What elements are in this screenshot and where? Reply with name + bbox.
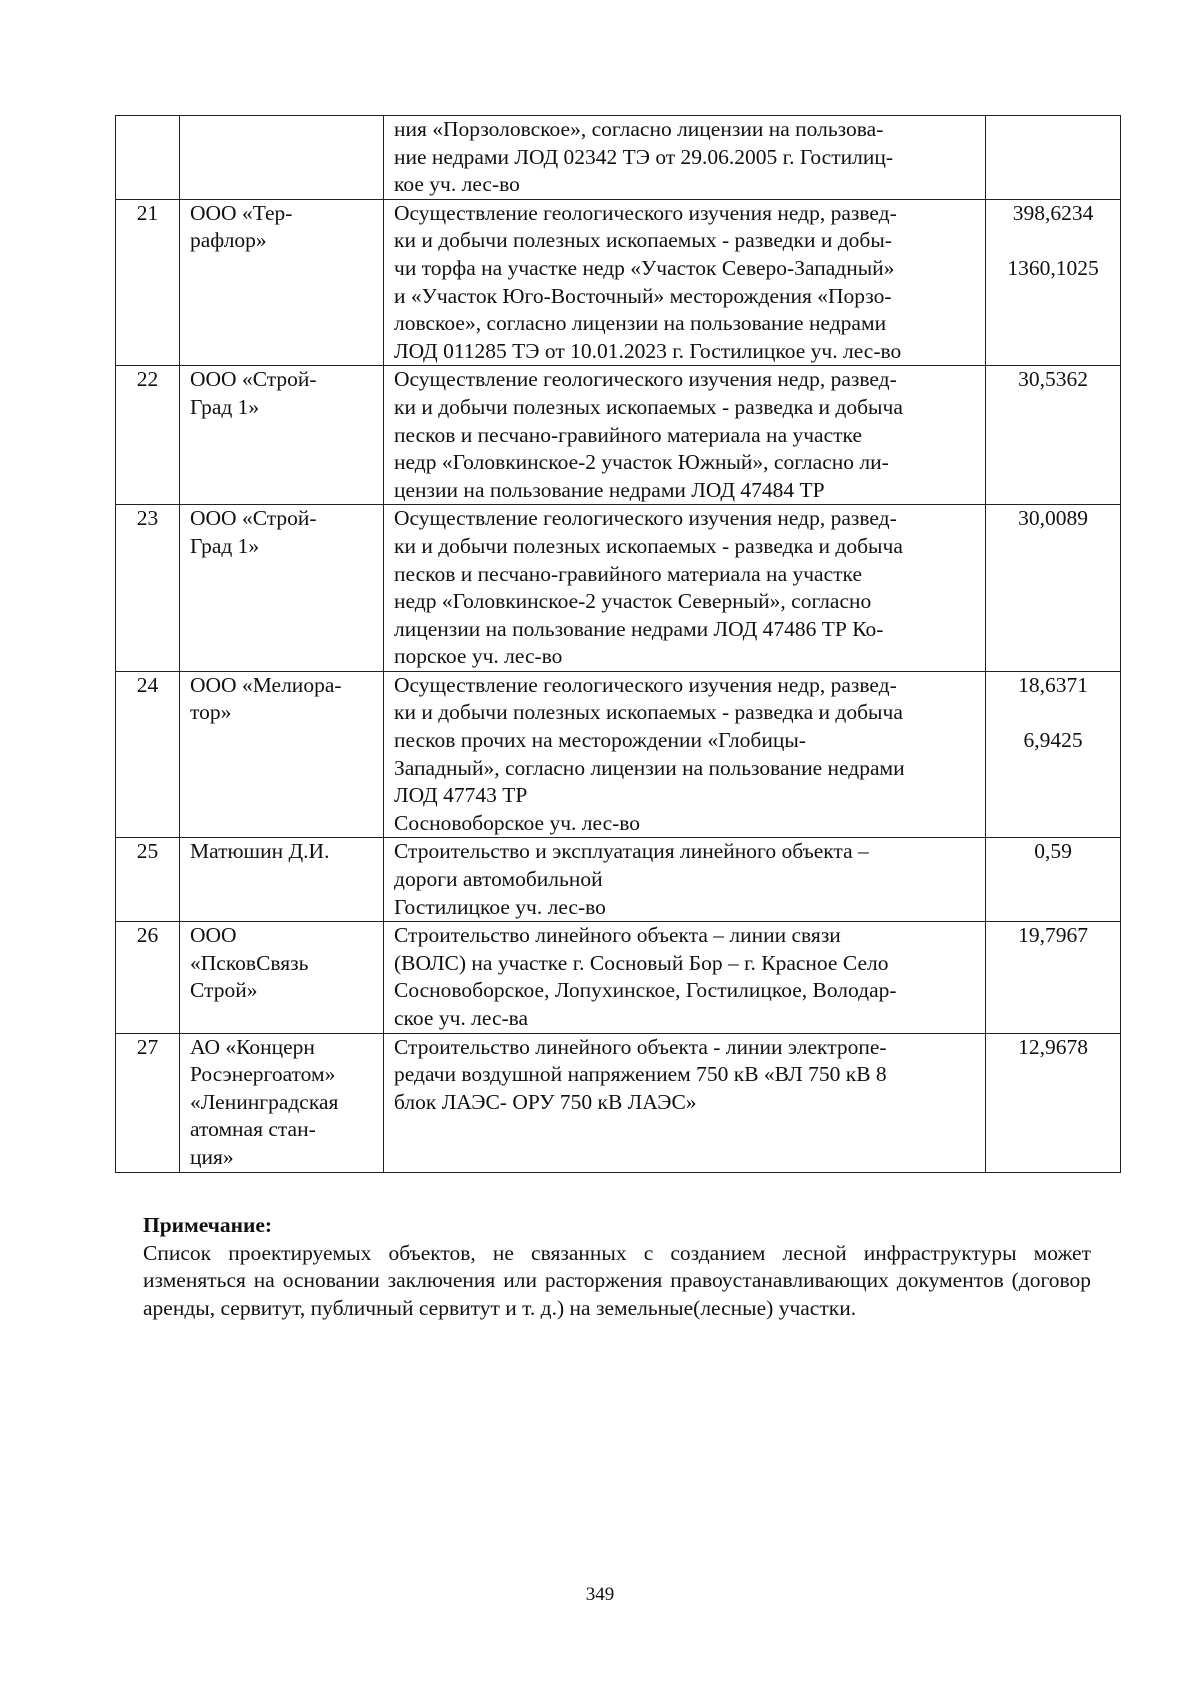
table-row bbox=[116, 505, 1121, 672]
licenses-table bbox=[115, 115, 1121, 1173]
organization-line: атомная стан- bbox=[190, 1117, 316, 1142]
area-line: 1360,1025 bbox=[1007, 255, 1099, 280]
row-number: 25 bbox=[136, 839, 159, 864]
description-line: цензии на пользование недрами ЛОД 47484 ТР bbox=[394, 477, 825, 502]
description-line: Строительство линейного объекта – линии связи bbox=[394, 923, 841, 948]
organization-line: Град 1» bbox=[190, 533, 260, 558]
row-number: 27 bbox=[136, 1034, 159, 1059]
description-line: Осуществление геологического изучения недр, развед- bbox=[394, 200, 897, 225]
description-line: Сосновоборское, Лопухинское, Гостилицкое, Володар- bbox=[394, 978, 897, 1003]
organization-line: тор» bbox=[190, 700, 232, 725]
area-line: 18,6371 bbox=[1018, 672, 1088, 697]
area-line: 30,0089 bbox=[1018, 506, 1088, 531]
description-line: (ВОЛС) на участке г. Сосновый Бор – г. Красное Село bbox=[394, 950, 889, 975]
row-number-cell bbox=[116, 671, 180, 838]
organization-cell bbox=[180, 199, 384, 366]
description-line: ловское», согласно лицензии на пользование недрами bbox=[394, 311, 887, 336]
description-line: недр «Головкинское-2 участок Южный», согласно ли- bbox=[394, 450, 889, 475]
description-cell bbox=[384, 199, 986, 366]
description-line: дороги автомобильной bbox=[394, 867, 603, 892]
row-number-cell bbox=[116, 922, 180, 1033]
description-cell bbox=[384, 116, 986, 200]
area-cell bbox=[986, 116, 1121, 200]
organization-cell bbox=[180, 366, 384, 505]
description-line: ки и добычи полезных ископаемых - разведка и добыча bbox=[394, 394, 903, 419]
description-line: ское уч. лес-ва bbox=[394, 1006, 529, 1030]
row-number: 26 bbox=[136, 923, 159, 948]
organization-line: ция» bbox=[190, 1144, 234, 1169]
table-row bbox=[116, 199, 1121, 366]
table-row bbox=[116, 366, 1121, 505]
description-line: Строительство линейного объекта - линии электропе- bbox=[394, 1034, 887, 1059]
organization-line: Строй» bbox=[190, 978, 258, 1003]
description-line: Сосновоборское уч. лес-во bbox=[394, 810, 641, 835]
description-line: Осуществление геологического изучения недр, развед- bbox=[394, 367, 897, 392]
area-line: 19,7967 bbox=[1018, 923, 1088, 948]
row-number-cell bbox=[116, 1033, 180, 1172]
area-line: 30,5362 bbox=[1018, 367, 1088, 392]
description-line: песков и песчано-гравийного материала на участке bbox=[394, 422, 862, 447]
description-line: Западный», согласно лицензии на пользование недрами bbox=[394, 755, 905, 780]
organization-cell bbox=[180, 1033, 384, 1172]
row-number: 21 bbox=[136, 200, 159, 225]
table-body bbox=[116, 116, 1121, 1173]
area-cell bbox=[986, 199, 1121, 366]
table-row bbox=[116, 922, 1121, 1033]
description-line: Строительство и эксплуатация линейного объекта – bbox=[394, 839, 869, 864]
description-cell bbox=[384, 1033, 986, 1172]
area-line: 398,6234 bbox=[1012, 200, 1094, 225]
description-cell bbox=[384, 366, 986, 505]
organization-line: ООО «Мелиора- bbox=[190, 672, 342, 697]
description-line: лицензии на пользование недрами ЛОД 47486 ТР Ко- bbox=[394, 616, 884, 641]
description-line: кое уч. лес-во bbox=[394, 172, 520, 197]
page-number: 349 bbox=[585, 1584, 615, 1605]
description-cell bbox=[384, 671, 986, 838]
organization-line: ООО «Строй- bbox=[190, 367, 317, 392]
description-line: ЛОД 47743 ТР bbox=[394, 783, 528, 808]
area-cell bbox=[986, 366, 1121, 505]
description-line: Осуществление геологического изучения недр, развед- bbox=[394, 672, 897, 697]
description-cell bbox=[384, 922, 986, 1033]
row-number: 24 bbox=[136, 672, 159, 697]
organization-line: ООО bbox=[190, 923, 237, 948]
description-line: чи торфа на участке недр «Участок Северо-Западный» bbox=[394, 255, 895, 280]
description-cell bbox=[384, 838, 986, 922]
area-cell bbox=[986, 505, 1121, 672]
area-line: 12,9678 bbox=[1018, 1034, 1088, 1059]
row-number-cell bbox=[116, 116, 180, 200]
area-cell bbox=[986, 1033, 1121, 1172]
area-line bbox=[986, 227, 1120, 255]
organization-line: «ПсковСвязь bbox=[190, 950, 309, 975]
organization-cell bbox=[180, 671, 384, 838]
description-line: ки и добычи полезных ископаемых - разведки и добы- bbox=[394, 228, 892, 253]
description-line: песков и песчано-гравийного материала на участке bbox=[394, 561, 862, 586]
description-cell bbox=[384, 505, 986, 672]
description-line: редачи воздушной напряжением 750 кВ «ВЛ 750 кВ 8 bbox=[394, 1062, 887, 1087]
area-line: 6,9425 bbox=[1023, 728, 1083, 753]
organization-cell bbox=[180, 838, 384, 922]
organization-cell bbox=[180, 505, 384, 672]
area-cell bbox=[986, 671, 1121, 838]
description-line: порское уч. лес-во bbox=[394, 644, 563, 669]
table-row bbox=[116, 838, 1121, 922]
area-line bbox=[986, 699, 1120, 727]
table-row bbox=[116, 1033, 1121, 1172]
note-title: Примечание: bbox=[143, 1213, 273, 1237]
organization-line: Росэнергоатом» bbox=[190, 1062, 336, 1087]
description-line: ния «Порзоловское», согласно лицензии на пользова- bbox=[394, 117, 884, 141]
row-number-cell bbox=[116, 838, 180, 922]
description-line: Осуществление геологического изучения недр, развед- bbox=[394, 506, 897, 531]
description-line: ки и добычи полезных ископаемых - разведка и добыча bbox=[394, 700, 903, 725]
note-text: Список проектируемых объектов, не связанных с созданием лесной инфраструктуры может изменяться на основании заключения или расторжения правоустанавливающих документов (договор аренды, сервитут, публичный сервитут и т. д.) на земельные(лесные) участки. bbox=[143, 1240, 1091, 1320]
row-number: 22 bbox=[136, 367, 159, 392]
row-number-cell bbox=[116, 505, 180, 672]
organization-line: рафлор» bbox=[190, 228, 267, 253]
organization-line: АО «Концерн bbox=[190, 1034, 315, 1059]
table-row bbox=[116, 116, 1121, 200]
description-line: ЛОД 011285 ТЭ от 10.01.2023 г. Гостилицкое уч. лес-во bbox=[394, 338, 902, 363]
description-line: песков прочих на месторождении «Глобицы- bbox=[394, 728, 806, 753]
row-number: 23 bbox=[136, 506, 159, 531]
row-number-cell bbox=[116, 366, 180, 505]
row-number-cell bbox=[116, 199, 180, 366]
organization-line: ООО «Строй- bbox=[190, 506, 317, 531]
area-line: 0,59 bbox=[1034, 839, 1072, 864]
organization-cell bbox=[180, 922, 384, 1033]
organization-cell bbox=[180, 116, 384, 200]
area-cell bbox=[986, 922, 1121, 1033]
organization-line: «Ленинградская bbox=[190, 1089, 339, 1114]
organization-line: Матюшин Д.И. bbox=[190, 839, 330, 864]
description-line: ние недрами ЛОД 02342 ТЭ от 29.06.2005 г. Гостилиц- bbox=[394, 144, 893, 169]
organization-line: ООО «Тер- bbox=[190, 200, 293, 225]
description-line: Гостилицкое уч. лес-во bbox=[394, 894, 606, 919]
table-row bbox=[116, 671, 1121, 838]
area-cell bbox=[986, 838, 1121, 922]
description-line: недр «Головкинское-2 участок Северный», согласно bbox=[394, 589, 872, 614]
organization-line: Град 1» bbox=[190, 394, 260, 419]
description-line: блок ЛАЭС- ОРУ 750 кВ ЛАЭС» bbox=[394, 1089, 697, 1114]
description-line: ки и добычи полезных ископаемых - разведка и добыча bbox=[394, 533, 903, 558]
note-block bbox=[143, 1212, 1091, 1322]
description-line: и «Участок Юго-Восточный» месторождения «Порзо- bbox=[394, 283, 892, 308]
